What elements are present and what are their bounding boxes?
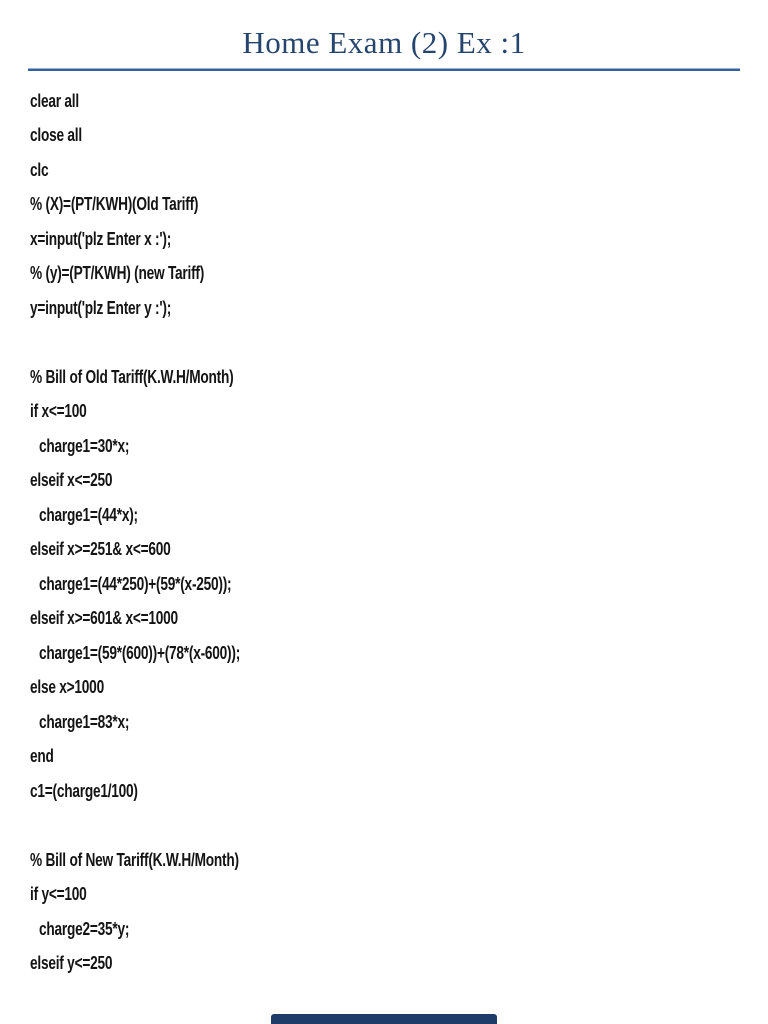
code-line-text: else x>1000 [30, 677, 104, 697]
code-line [30, 670, 768, 705]
code-line-text: c1=(charge1/100) [30, 780, 138, 801]
document-header [0, 0, 768, 71]
code-block [0, 71, 768, 981]
code-line [30, 187, 768, 222]
code-line-text: % (y)=(PT/KWH) (new Tariff) [30, 263, 205, 283]
code-line-text: charge1=30*x; [39, 435, 130, 456]
code-line [30, 636, 768, 671]
code-line [30, 843, 768, 878]
next-page-edge-bar [271, 1014, 497, 1024]
code-line [30, 429, 768, 464]
code-line-text: y=input('plz Enter y :'); [30, 297, 172, 318]
code-line-text: close all [30, 125, 82, 145]
code-line [30, 532, 768, 567]
code-line [30, 705, 768, 740]
code-line-blank [30, 325, 768, 360]
code-line-text: if x<=100 [30, 401, 87, 421]
code-line [30, 601, 768, 636]
code-line [30, 912, 768, 947]
code-line-text: elseif x<=250 [30, 470, 113, 490]
code-line-text: elseif x>=601& x<=1000 [30, 608, 178, 628]
code-line-text: clc [30, 159, 49, 180]
code-line [30, 256, 768, 291]
code-line [30, 463, 768, 498]
code-line-text: end [30, 746, 54, 766]
code-line [30, 84, 768, 119]
code-line [30, 739, 768, 774]
code-line-text: charge1=(59*(600))+(78*(x-600)); [39, 642, 241, 663]
code-line-text: elseif y<=250 [30, 953, 113, 973]
code-line-text: % (X)=(PT/KWH)(Old Tariff) [30, 194, 199, 214]
code-line [30, 774, 768, 809]
code-line-text: % Bill of New Tariff(K.W.H/Month) [30, 849, 239, 870]
code-line [30, 394, 768, 429]
code-line-text: x=input('plz Enter x :'); [30, 228, 172, 249]
code-line-text: charge2=35*y; [39, 918, 130, 939]
code-line-text: if y<=100 [30, 884, 87, 904]
code-line [30, 567, 768, 602]
code-line [30, 877, 768, 912]
code-line-text: elseif x>=251& x<=600 [30, 539, 171, 559]
code-line [30, 498, 768, 533]
code-line-text: charge1=83*x; [39, 711, 130, 732]
code-line-text: charge1=(44*250)+(59*(x-250)); [39, 573, 232, 594]
code-line [30, 222, 768, 257]
code-line-text: clear all [30, 90, 79, 111]
code-line [30, 946, 768, 981]
code-line-blank [30, 808, 768, 843]
code-line [30, 360, 768, 395]
code-line-text: % Bill of Old Tariff(K.W.H/Month) [30, 366, 234, 387]
code-line-text: charge1=(44*x); [39, 504, 138, 525]
page-title: Home Exam (2) Ex :1 [242, 25, 526, 60]
code-line [30, 153, 768, 188]
code-line [30, 118, 768, 153]
code-line [30, 291, 768, 326]
